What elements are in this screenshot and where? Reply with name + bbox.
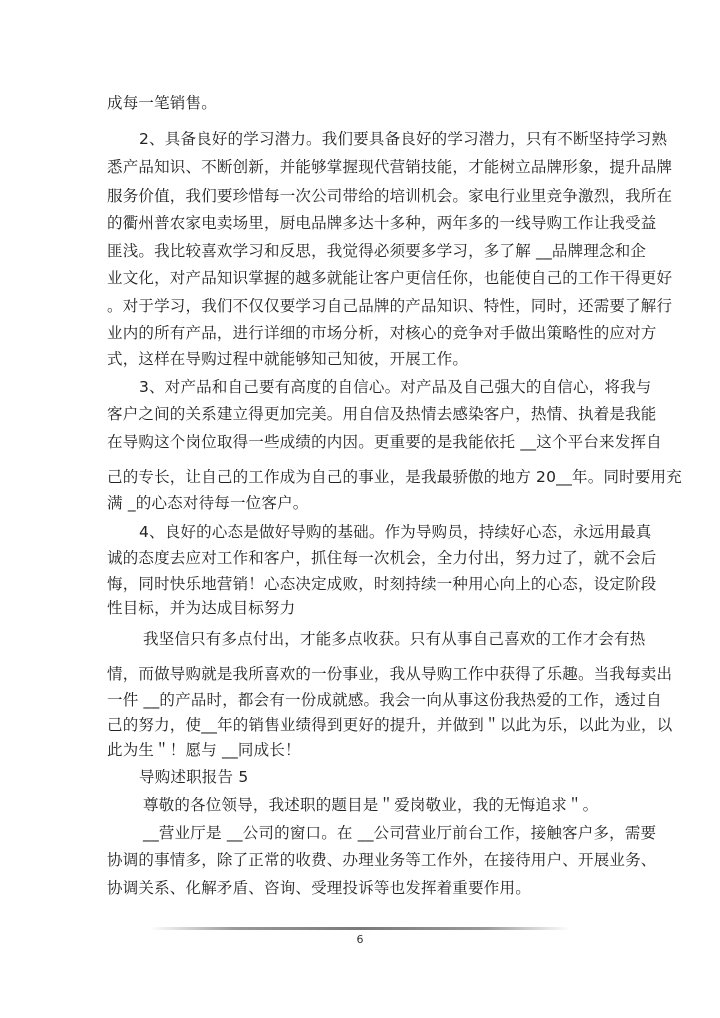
text-line: 客户之间的关系建立得更加完美。用自信及热情去感染客户，热情、执着是我能 xyxy=(107,405,657,423)
text-line: 情，而做导购就是我所喜欢的一份事业，我从导购工作中获得了乐趣。当我每卖出 xyxy=(107,665,673,683)
text-line: 2、具备良好的学习潜力。我们要具备良好的学习潜力，只有不断坚持学习熟 xyxy=(139,130,668,148)
page-number: 6 xyxy=(356,933,364,946)
text-line: 服务价值，我们要珍惜每一次公司带给的培训机会。家电行业里竞争激烈，我所在 xyxy=(107,187,673,205)
text-line: 。对于学习，我们不仅仅要学习自己品牌的产品知识、特性，同时，还需要了解行 xyxy=(107,297,673,315)
text-line: 在导购这个岗位取得一些成绩的内因。更重要的是我能依托 __这个平台来发挥自 xyxy=(107,433,662,451)
text-line: 业文化，对产品知识掌握的越多就能让客户更信任你，也能使自己的工作干得更好 xyxy=(107,269,673,287)
text-line: 诚的态度去应对工作和客户，抓住每一次机会，全力付出，努力过了，就不会后 xyxy=(107,549,657,567)
text-line: 满 _的心态对待每一位客户。 xyxy=(107,494,309,512)
footer-divider xyxy=(150,927,570,930)
text-line: 式，这样在导购过程中就能够知己知彼，开展工作。 xyxy=(107,350,469,368)
text-line: 我坚信只有多点付出，才能多点收获。只有从事自己喜欢的工作才会有热 xyxy=(143,630,646,648)
text-line: 此为生＂！愿与 __同成长！ xyxy=(107,741,301,759)
text-line: 匪浅。我比较喜欢学习和反思，我觉得必须要多学习，多了解 __品牌理念和企 xyxy=(107,242,647,260)
text-line: 协调关系、化解矛盾、咨询、受理投诉等也发挥着重要作用。 xyxy=(107,879,531,897)
text-line: 一件 __的产品时，都会有一份成就感。我会一向从事这份我热爱的工作，透过自 xyxy=(107,691,662,709)
section-heading: 导购述职报告 5 xyxy=(139,768,249,786)
text-line: 尊敬的各位领导，我述职的题目是＂爱岗敬业，我的无悔追求＂。 xyxy=(143,796,599,814)
text-line: 协调的事情多，除了正常的收费、办理业务等工作外，在接待用户、开展业务、 xyxy=(107,851,657,869)
text-line: __营业厅是 __公司的窗口。在 __公司营业厅前台工作，接触客户多，需要 xyxy=(143,824,657,842)
text-line: 业内的所有产品，进行详细的市场分析，对核心的竞争对手做出策略性的应对方 xyxy=(107,324,657,342)
text-line: 3、对产品和自己要有高度的自信心。对产品及自己强大的自信心，将我与 xyxy=(139,378,652,396)
text-line: 己的专长，让自己的工作成为自己的事业，是我最骄傲的地方 20__年。同时要用充 xyxy=(107,468,682,486)
text-line: 性目标，并为达成目标努力 xyxy=(107,599,296,617)
text-line: 成每一笔销售。 xyxy=(107,94,217,112)
text-line: 己的努力，使__年的销售业绩得到更好的提升，并做到＂以此为乐，以此为业，以 xyxy=(107,716,673,734)
text-line: 悉产品知识、不断创新，并能够掌握现代营销技能，才能树立品牌形象，提升品牌 xyxy=(107,158,673,176)
text-line: 的衢州普农家电卖场里，厨电品牌多达十多种，两年多的一线导购工作让我受益 xyxy=(107,214,657,232)
text-line: 4、良好的心态是做好导购的基础。作为导购员，持续好心态，永远用最真 xyxy=(139,523,652,541)
text-line: 悔，同时快乐地营销！心态决定成败，时刻持续一种用心向上的心态，设定阶段 xyxy=(107,575,657,593)
